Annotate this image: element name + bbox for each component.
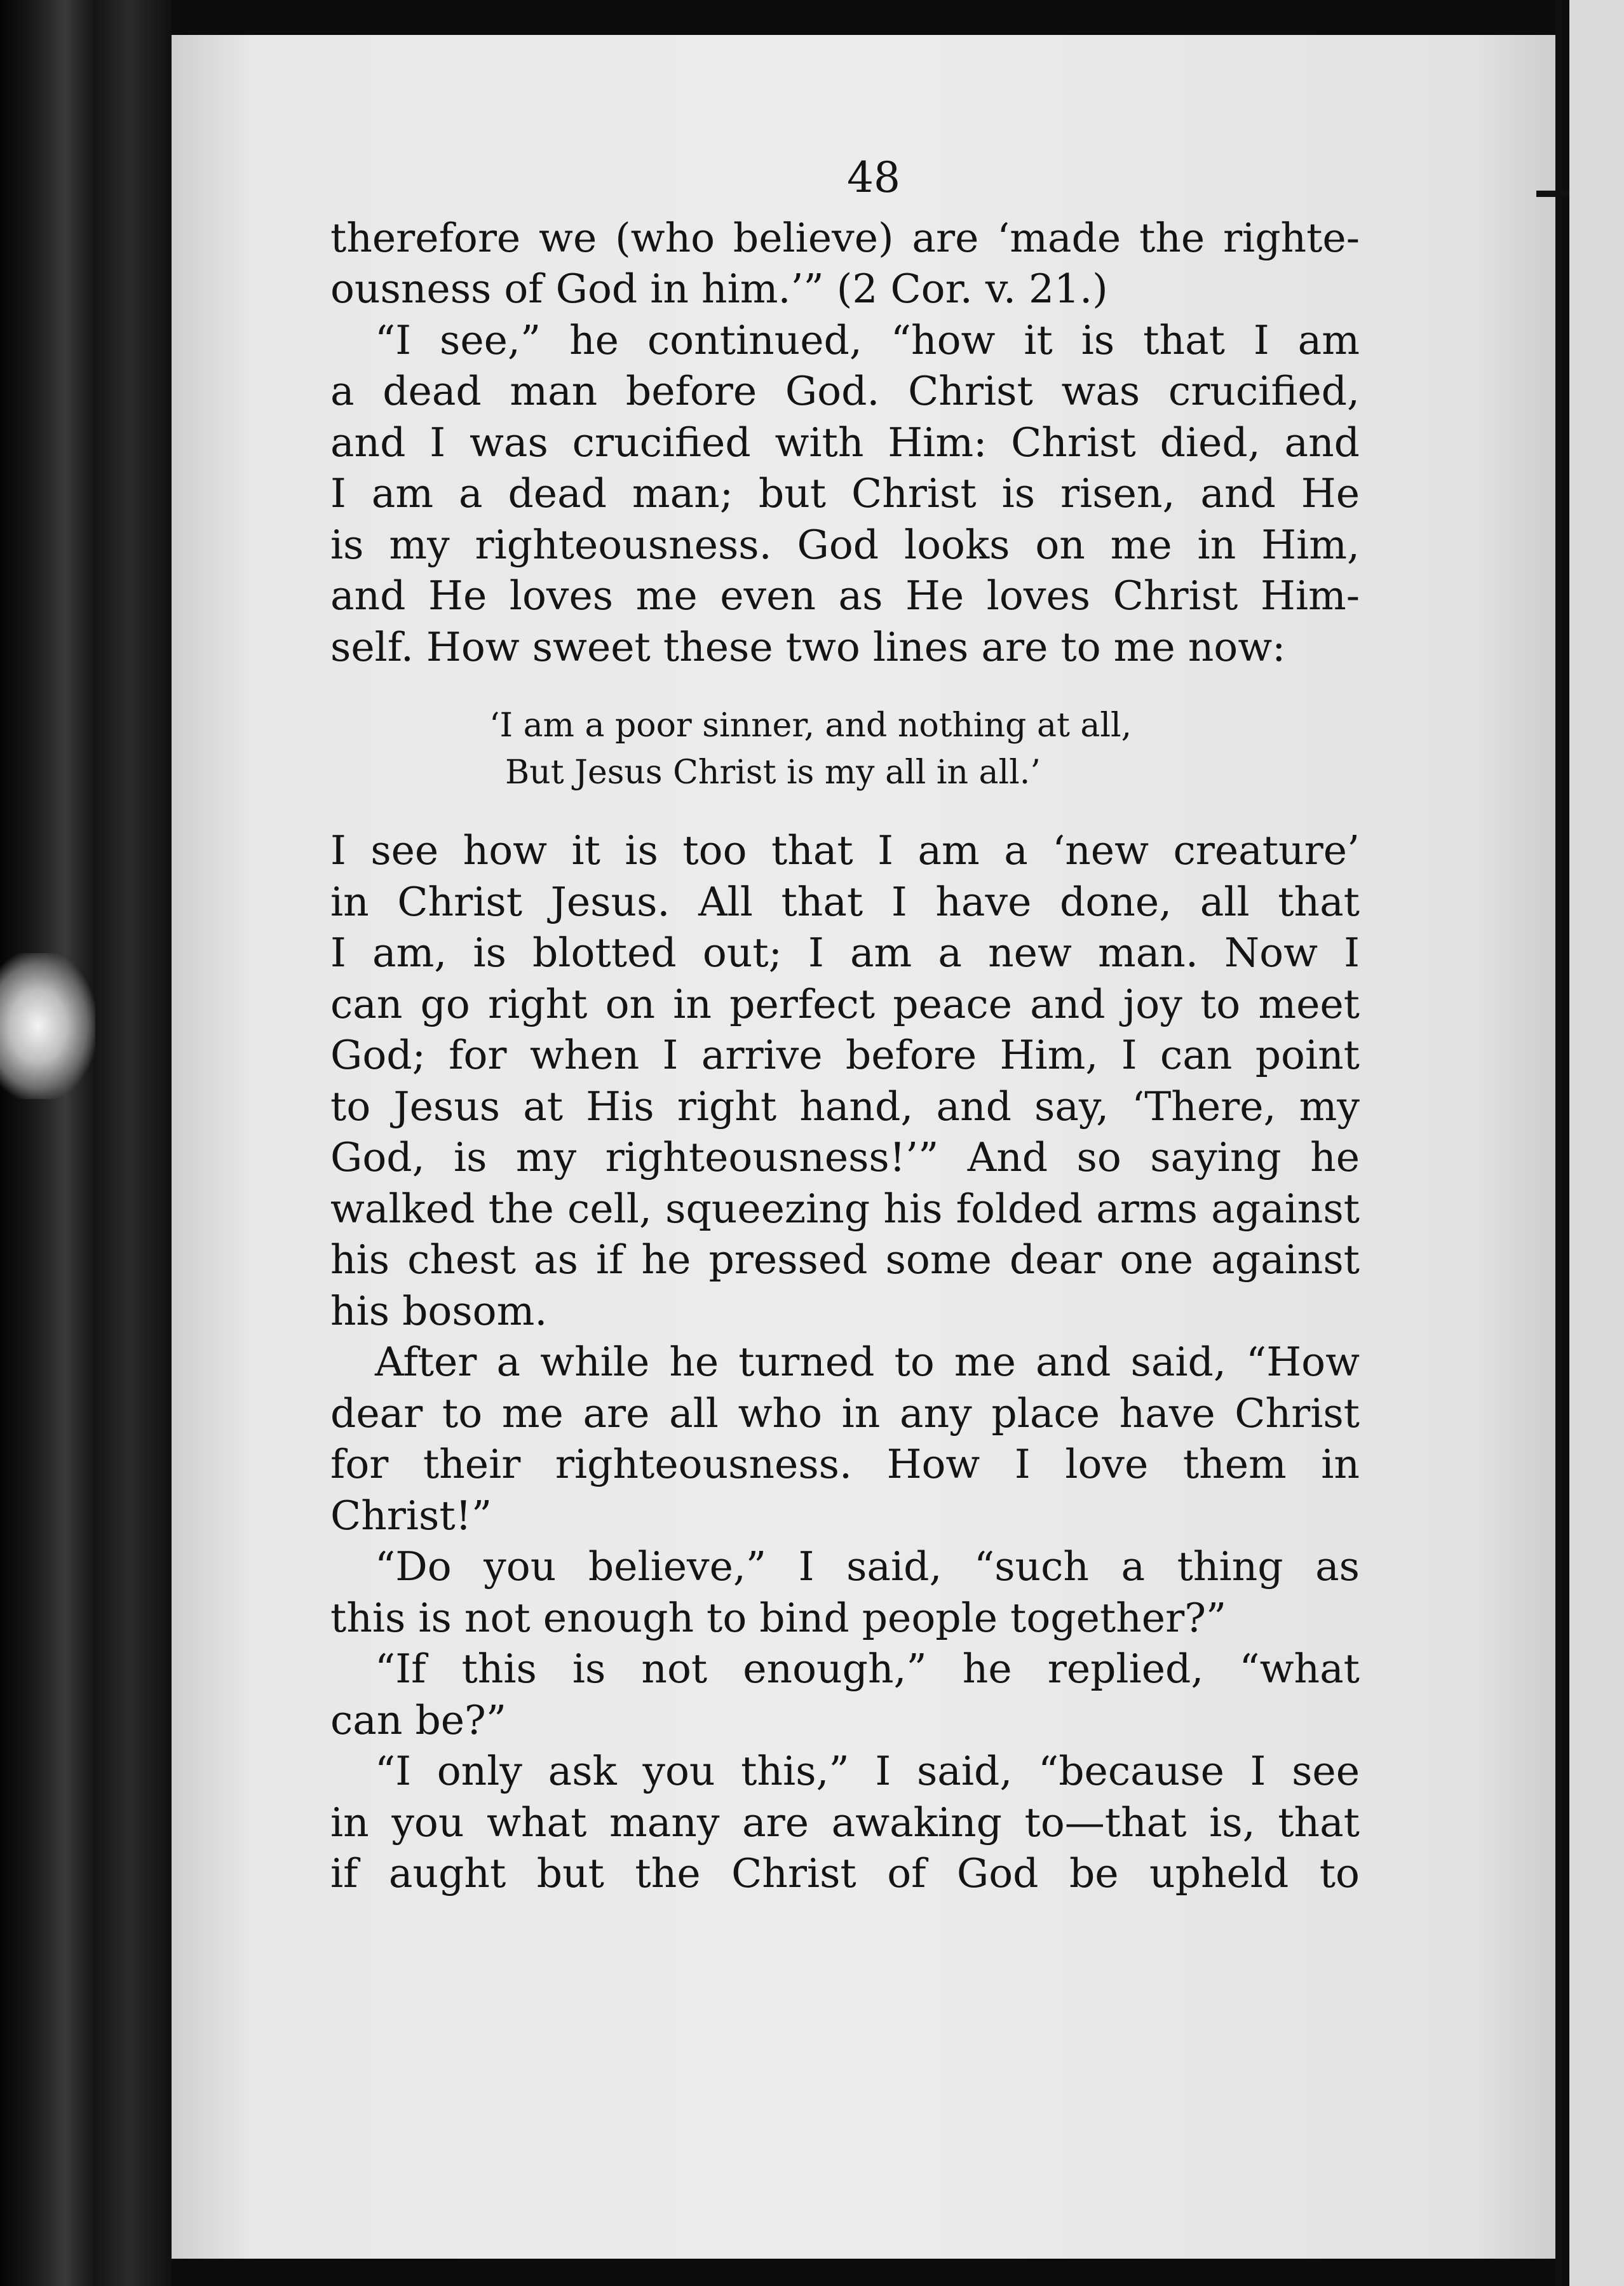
text-line: “I see,” he continued, “how it is that I am xyxy=(375,316,1360,363)
text-line: God; for when I arrive before Him, I can point xyxy=(330,1032,1360,1078)
text-line: I am, is blotted out; I am a new man. Now I xyxy=(330,930,1360,976)
paragraph xyxy=(330,1541,1360,1644)
text-line: walked the cell, squeezing his folded arms against xyxy=(330,1185,1360,1232)
text-line: self. How sweet these two lines are to me now: xyxy=(330,623,1286,670)
next-page-edge xyxy=(1569,0,1624,2286)
paragraph xyxy=(330,825,1360,1337)
paragraph xyxy=(330,315,1360,673)
text-line: “If this is not enough,” he replied, “what xyxy=(375,1646,1360,1692)
text-line: can go right on in perfect peace and joy to meet xyxy=(330,980,1360,1027)
text-line: I see how it is too that I am a ‘new creature’ xyxy=(330,827,1360,874)
text-line: his bosom. xyxy=(330,1287,548,1334)
text-line: God, is my righteousness!’” And so saying he xyxy=(330,1134,1360,1180)
verse-line: ‘I am a poor sinner, and nothing at all, xyxy=(489,707,1132,745)
paragraph xyxy=(330,1644,1360,1746)
text-line: therefore we (who believe) are ‘made the righte- xyxy=(330,214,1360,261)
text-line: and I was crucified with Him: Christ died, and xyxy=(330,419,1360,466)
paragraph xyxy=(330,1746,1360,1900)
text-line: and He loves me even as He loves Christ Him- xyxy=(330,572,1360,619)
text-line: dear to me are all who in any place have Christ xyxy=(330,1390,1360,1437)
text-line: Christ!” xyxy=(330,1492,492,1539)
text-line: for their righteousness. How I love them in xyxy=(330,1441,1360,1487)
paragraph xyxy=(330,1337,1360,1541)
page-number: 48 xyxy=(847,153,900,202)
text-line: a dead man before God. Christ was crucified, xyxy=(330,368,1360,414)
verse-quote xyxy=(330,702,1360,796)
text-line: “Do you believe,” I said, “such a thing as xyxy=(375,1543,1360,1590)
page-text xyxy=(330,152,1360,1900)
text-line: I am a dead man; but Christ is risen, and He xyxy=(330,470,1360,517)
text-line: can be?” xyxy=(330,1696,507,1743)
paragraph xyxy=(330,213,1360,315)
paper-blot xyxy=(0,953,95,1099)
text-line: ousness of God in him.’” (2 Cor. v. 21.) xyxy=(330,266,1108,312)
text-line: his chest as if he pressed some dear one against xyxy=(330,1236,1360,1283)
text-line: if aught but the Christ of God be upheld to xyxy=(330,1850,1360,1897)
text-line: is my righteousness. God looks on me in Him, xyxy=(330,521,1360,568)
verse-line: But Jesus Christ is my all in all.’ xyxy=(505,754,1041,792)
text-line: in you what many are awaking to—that is, that xyxy=(330,1799,1360,1846)
book-binding-shadow xyxy=(0,0,172,2286)
text-line: “I only ask you this,” I said, “because I see xyxy=(375,1748,1360,1794)
text-line: this is not enough to bind people together?” xyxy=(330,1594,1227,1641)
text-line: to Jesus at His right hand, and say, ‘There, my xyxy=(330,1083,1360,1130)
right-spine-line xyxy=(1555,0,1562,2286)
text-line: in Christ Jesus. All that I have done, all that xyxy=(330,878,1360,925)
text-line: After a while he turned to me and said, “How xyxy=(375,1339,1360,1385)
